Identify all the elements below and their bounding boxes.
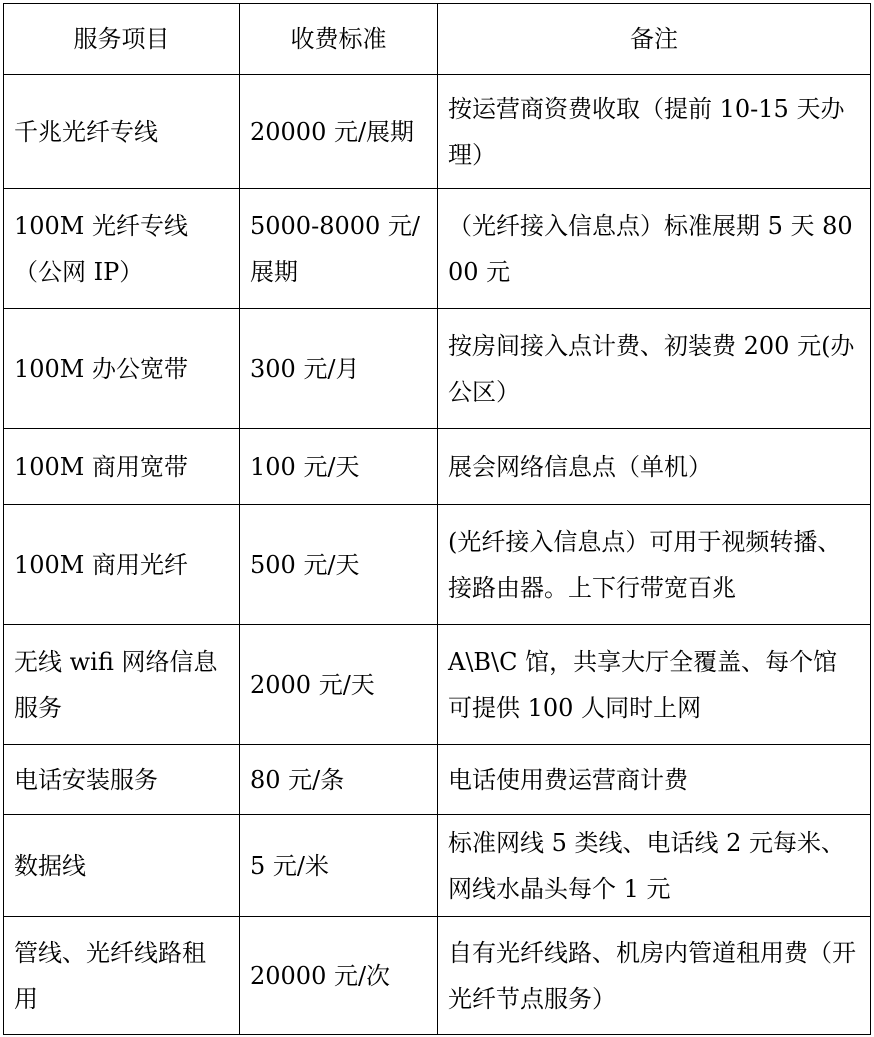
table-row: [4, 75, 871, 189]
service-cell: 100M 光纤专线（公网 IP）: [4, 189, 240, 309]
service-cell: 千兆光纤专线: [4, 75, 240, 189]
price-cell: 5 元/米: [240, 815, 438, 917]
table-row: [4, 625, 871, 745]
note-cell: (光纤接入信息点）可用于视频转播、接路由器。上下行带宽百兆: [438, 505, 871, 625]
table-row: [4, 505, 871, 625]
service-cell: 管线、光纤线路租用: [4, 917, 240, 1035]
price-cell: 100 元/天: [240, 429, 438, 505]
price-cell: 80 元/条: [240, 745, 438, 815]
table-header-row: [4, 4, 871, 75]
note-cell: 按房间接入点计费、初装费 200 元(办公区）: [438, 309, 871, 429]
price-cell: 500 元/天: [240, 505, 438, 625]
price-cell: 2000 元/天: [240, 625, 438, 745]
service-cell: 100M 办公宽带: [4, 309, 240, 429]
price-cell: 20000 元/展期: [240, 75, 438, 189]
table-row: [4, 745, 871, 815]
note-cell: 按运营商资费收取（提前 10-15 天办理）: [438, 75, 871, 189]
table-row: [4, 309, 871, 429]
note-cell: 自有光纤线路、机房内管道租用费（开光纤节点服务）: [438, 917, 871, 1035]
price-cell: 300 元/月: [240, 309, 438, 429]
service-cell: 电话安装服务: [4, 745, 240, 815]
service-cell: 100M 商用宽带: [4, 429, 240, 505]
table-row: [4, 917, 871, 1035]
table-row: [4, 189, 871, 309]
note-cell: 标准网线 5 类线、电话线 2 元每米、网线水晶头每个 1 元: [438, 815, 871, 917]
header-service: 服务项目: [4, 4, 240, 75]
service-cell: 数据线: [4, 815, 240, 917]
note-cell: A\B\C 馆，共享大厅全覆盖、每个馆可提供 100 人同时上网: [438, 625, 871, 745]
service-cell: 无线 wifi 网络信息服务: [4, 625, 240, 745]
note-cell: 展会网络信息点（单机）: [438, 429, 871, 505]
service-cell: 100M 商用光纤: [4, 505, 240, 625]
header-note: 备注: [438, 4, 871, 75]
service-fee-table: [3, 3, 871, 1035]
note-cell: （光纤接入信息点）标准展期 5 天 8000 元: [438, 189, 871, 309]
price-cell: 5000-8000 元/展期: [240, 189, 438, 309]
price-cell: 20000 元/次: [240, 917, 438, 1035]
table-row: [4, 429, 871, 505]
note-cell: 电话使用费运营商计费: [438, 745, 871, 815]
table-row: [4, 815, 871, 917]
header-price: 收费标准: [240, 4, 438, 75]
